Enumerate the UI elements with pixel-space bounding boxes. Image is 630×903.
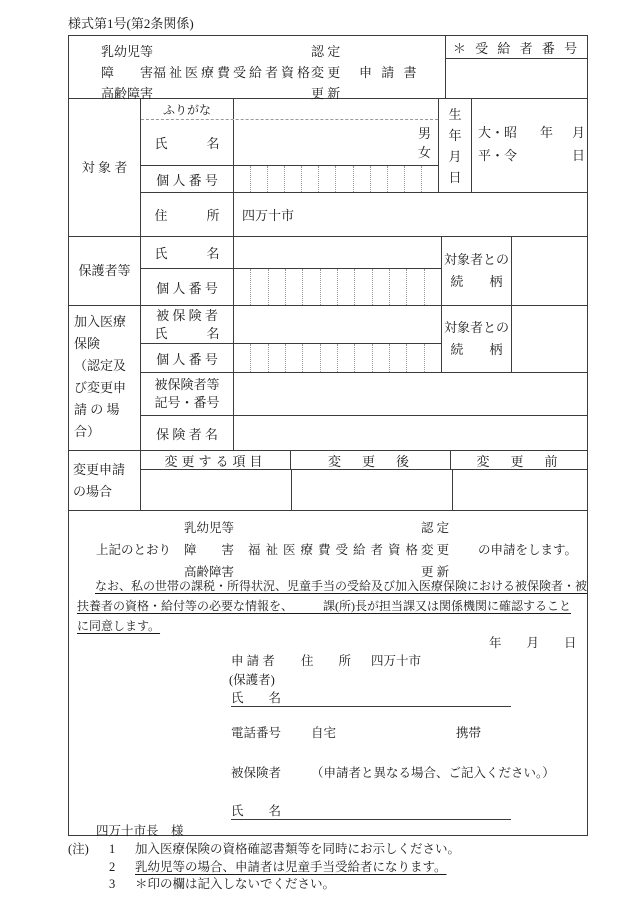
declaration-section — [69, 511, 588, 838]
personal-number-cell[interactable] — [337, 269, 354, 305]
subject-fields — [141, 99, 587, 236]
personal-number-cell[interactable] — [302, 344, 319, 372]
personal-number-cell[interactable] — [318, 166, 335, 192]
personal-number-cell[interactable] — [389, 344, 406, 372]
insurance-label-line: 保険 — [74, 336, 101, 351]
symbol-number-row — [141, 373, 587, 416]
era-taisho-showa: 大・昭 — [478, 125, 518, 140]
insured-person-name-field[interactable] — [231, 801, 511, 820]
decl-action-henkou: 変 更 — [421, 543, 450, 557]
change-section-line1: 変更申請 — [73, 461, 126, 477]
personal-number-cell[interactable] — [250, 269, 267, 305]
personal-number-cell[interactable] — [301, 166, 318, 192]
personal-number-cell[interactable] — [234, 269, 250, 305]
personal-number-cell[interactable] — [372, 269, 389, 305]
applicant-address-label: 住 所 — [301, 654, 352, 668]
action-koushin: 更 新 — [311, 86, 341, 101]
insurance-relation-line1: 対象者との — [443, 320, 509, 335]
symbol-number-label-line2: 記号・番号 — [154, 395, 220, 410]
symbol-number-input[interactable] — [234, 373, 587, 415]
subject-personal-number-input[interactable] — [234, 166, 438, 192]
change-section-line2: の場合 — [73, 483, 113, 499]
birth-day-label: 日 — [572, 148, 586, 163]
sex-male-label: 男 — [417, 126, 431, 141]
notes-label: (注) — [68, 842, 89, 856]
subject-upper-block — [141, 99, 587, 193]
insured-person-note: （申請者と異なる場合、ご記入ください。） — [311, 766, 555, 780]
application-date-field[interactable]: 年 月 日 — [489, 636, 577, 650]
recipient-number-label: ＊ 受 給 者 番 号 — [446, 36, 587, 59]
notes-block — [68, 841, 460, 894]
decl-qualification: 福祉医療費受給者資格 — [248, 543, 424, 557]
decl-category-senior: 高齢障害 — [184, 565, 235, 579]
personal-number-cell[interactable] — [250, 344, 267, 372]
personal-number-cell[interactable] — [370, 166, 387, 192]
change-before-cell[interactable] — [453, 470, 587, 510]
decl-category-disability: 障 害 — [184, 543, 235, 557]
guardian-relation-cell[interactable] — [512, 237, 587, 305]
subject-name-block — [141, 99, 439, 192]
guardian-name-row — [141, 237, 441, 269]
personal-number-cell[interactable] — [267, 166, 284, 192]
personal-number-cell[interactable] — [320, 269, 337, 305]
personal-number-cell[interactable] — [372, 344, 389, 372]
insurance-label-line: （認定及 — [74, 358, 127, 373]
personal-number-cell[interactable] — [337, 344, 354, 372]
decl-suffix: の申請をします。 — [478, 543, 578, 557]
insurer-name-label: 保 険 者 名 — [141, 416, 234, 450]
sex-selector[interactable] — [418, 124, 431, 162]
subject-section-label: 対 象 者 — [69, 99, 141, 236]
note-text: 加入医療保険の資格確認書類等を同時にお示しください。 — [135, 842, 461, 856]
subject-address-row — [141, 193, 587, 236]
consent-text-3: に同意します。 — [77, 619, 161, 633]
personal-number-cell[interactable] — [421, 166, 438, 192]
change-item-header: 変更する項目 — [141, 451, 291, 469]
guardian-personal-number-row — [141, 269, 441, 305]
category-infant: 乳幼児等 — [101, 44, 154, 59]
notes-label-spacer — [68, 859, 95, 877]
form-number: 様式第1号(第2条関係) — [68, 16, 194, 31]
change-body-row — [141, 470, 587, 510]
action-henkou: 変 更 — [311, 65, 341, 80]
applicant-address-value[interactable]: 四万十市 — [371, 654, 422, 668]
action-nintei: 認 定 — [311, 44, 341, 59]
insurance-fields — [141, 306, 587, 450]
personal-number-cell[interactable] — [285, 269, 302, 305]
guardian-name-label: 氏 名 — [141, 237, 234, 268]
personal-number-cell[interactable] — [353, 166, 370, 192]
recipient-number-block — [446, 36, 587, 98]
change-before-header: 変 更 前 — [476, 453, 562, 469]
consent-line-3 — [77, 617, 160, 634]
applicant-name-label: 氏 名 — [231, 691, 282, 705]
personal-number-cell[interactable] — [234, 166, 250, 192]
insurance-relation-cell[interactable] — [512, 306, 587, 372]
insurance-label-line: び変更申 — [74, 380, 127, 395]
note-text: 乳幼児等の場合、申請者は児童手当受給者になります。 — [135, 859, 447, 874]
personal-number-cell[interactable] — [234, 344, 250, 372]
furigana-label: ふりがな — [141, 99, 234, 119]
recipient-number-cell[interactable] — [446, 59, 587, 98]
subject-personal-number-label: 個 人 番 号 — [141, 166, 234, 192]
insurance-section — [69, 306, 587, 451]
insured-name-label — [141, 306, 234, 343]
decl-action-nintei: 認 定 — [421, 521, 450, 535]
symbol-number-label-line1: 被保険者等 — [154, 377, 220, 392]
note-row-2 — [68, 859, 460, 877]
sex-female-label: 女 — [417, 145, 431, 160]
insurance-label-line: 合） — [74, 424, 101, 439]
guardian-section-label: 保護者等 — [69, 237, 141, 305]
applicant-sub-label: (保護者) — [229, 673, 275, 687]
title-section — [69, 36, 587, 99]
subject-section — [69, 99, 587, 237]
application-form-table — [68, 35, 588, 836]
decl-action-koushin: 更 新 — [421, 565, 450, 579]
title-block — [69, 36, 446, 101]
personal-number-cell[interactable] — [268, 344, 285, 372]
insured-name-input[interactable] — [234, 306, 441, 343]
insurance-section-label — [69, 306, 141, 450]
birthdate-label-column — [439, 99, 472, 192]
birth-year-label: 年 — [540, 125, 554, 140]
guardian-personal-number-input[interactable] — [234, 269, 441, 305]
category-senior-disability: 高齢障害 — [101, 86, 154, 101]
note-number: 1 — [109, 842, 116, 856]
insurance-relation-label — [442, 306, 512, 372]
consent-line-2 — [77, 597, 571, 614]
guardian-relation-label — [442, 237, 512, 305]
title-doc-type: 申 請 書 — [359, 65, 420, 80]
change-after-header: 変 更 後 — [291, 451, 451, 469]
insurance-label-line: 請 の 場 — [74, 402, 120, 417]
insurance-personal-number-label: 個 人 番 号 — [141, 344, 234, 372]
addressee: 四万十市長 様 — [96, 824, 184, 838]
subject-address-input[interactable] — [234, 193, 587, 236]
insured-person-label: 被保険者 — [231, 766, 282, 780]
guardian-name-input[interactable] — [234, 237, 441, 268]
insurance-personal-number-row — [141, 344, 441, 372]
note-number: 2 — [109, 859, 116, 874]
personal-number-cell[interactable] — [302, 269, 319, 305]
insured-person-name-label: 氏 名 — [231, 804, 282, 818]
notes-label-spacer — [68, 876, 95, 894]
phone-mobile-field[interactable]: 携帯 — [456, 726, 482, 740]
birthdate-label: 生年月日 — [448, 106, 462, 185]
subject-address-label: 住 所 — [141, 193, 234, 236]
insurance-personal-number-input[interactable] — [234, 344, 441, 372]
change-fields — [141, 451, 587, 510]
applicant-label: 申 請 者 — [231, 654, 275, 668]
birthdate-cell[interactable] — [472, 99, 587, 192]
title-line-2 — [69, 62, 445, 83]
insured-name-label-line2: 氏 名 — [154, 325, 220, 341]
birth-month-label: 月 — [572, 125, 586, 140]
title-line-3 — [69, 83, 445, 104]
subject-personal-number-row — [141, 166, 438, 192]
personal-number-cell[interactable] — [354, 344, 371, 372]
insurance-label-line: 加入医療 — [74, 314, 127, 329]
personal-number-cell[interactable] — [404, 166, 421, 192]
change-item-cell[interactable] — [141, 470, 292, 510]
personal-number-cell[interactable] — [424, 344, 441, 372]
insurance-upper-block — [141, 306, 587, 373]
guardian-section — [69, 237, 587, 306]
insurer-name-input[interactable] — [234, 416, 587, 450]
note-row-3 — [68, 876, 460, 894]
subject-address-value: 四万十市 — [242, 208, 295, 224]
personal-number-cell[interactable] — [424, 269, 441, 305]
personal-number-cell[interactable] — [335, 166, 352, 192]
applicant-name-field[interactable] — [231, 688, 511, 707]
phone-label: 電話番号 — [231, 726, 282, 740]
guardian-relation-line2: 続 柄 — [450, 274, 503, 289]
decl-prefix: 上記のとおり — [96, 543, 172, 557]
personal-number-cell[interactable] — [389, 269, 406, 305]
personal-number-cell[interactable] — [284, 166, 301, 192]
insured-name-label-line1: 被 保 険 者 — [156, 307, 218, 323]
decl-category-infant: 乳幼児等 — [184, 521, 235, 535]
note-number: 3 — [109, 877, 116, 891]
insurance-name-number-block — [141, 306, 442, 372]
note-row-1 — [68, 841, 460, 859]
category-disability: 障 害 — [101, 65, 154, 80]
title-qualification: 福祉医療費受給者資格 — [153, 65, 314, 80]
personal-number-cell[interactable] — [387, 166, 404, 192]
subject-name-label: 氏 名 — [141, 120, 234, 165]
subject-name-row — [141, 120, 438, 166]
consent-text-2: 扶養者の資格・給付等の必要な情報を、 課(所)長が担当課又は関係機関に確認すること — [77, 599, 571, 613]
change-after-cell[interactable] — [292, 470, 453, 510]
change-header-row — [141, 451, 587, 470]
consent-text-1: なお、私の世帯の課税・所得状況、児童手当の受給及び加入医療保険における被保険者・被 — [95, 579, 588, 593]
insurer-name-row — [141, 416, 587, 450]
personal-number-cell[interactable] — [320, 344, 337, 372]
change-section — [69, 451, 587, 511]
consent-line-1 — [95, 577, 587, 594]
note-text: ＊印の欄は記入しないでください。 — [135, 877, 336, 891]
personal-number-cell[interactable] — [250, 166, 267, 192]
personal-number-cell[interactable] — [268, 269, 285, 305]
era-heisei-reiwa: 平・令 — [478, 148, 518, 163]
change-section-label — [69, 451, 141, 510]
subject-name-input[interactable] — [234, 120, 438, 165]
insurance-relation-line2: 続 柄 — [450, 342, 503, 357]
title-line-1 — [69, 41, 445, 62]
guardian-relation-line1: 対象者との — [443, 252, 509, 267]
personal-number-cell[interactable] — [406, 344, 423, 372]
personal-number-cell[interactable] — [354, 269, 371, 305]
guardian-fields — [141, 237, 442, 305]
guardian-personal-number-label: 個 人 番 号 — [141, 269, 234, 305]
phone-home-field[interactable]: 自宅 — [311, 726, 337, 740]
insured-name-row — [141, 306, 441, 344]
personal-number-cell[interactable] — [406, 269, 423, 305]
personal-number-cell[interactable] — [285, 344, 302, 372]
symbol-number-label — [141, 373, 234, 415]
